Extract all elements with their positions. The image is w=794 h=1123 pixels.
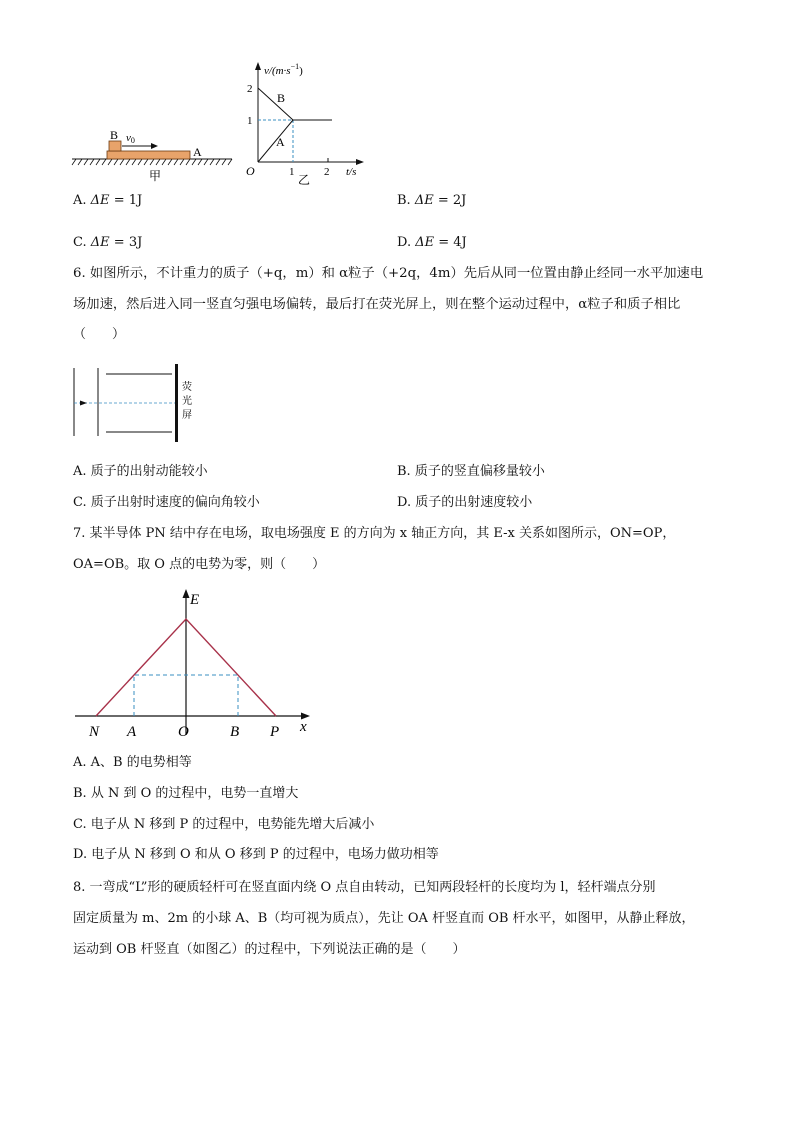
y-tick-1: 1 bbox=[247, 115, 253, 127]
delta-e: ΔE bbox=[90, 235, 110, 250]
y-axis-label: $v/(m\cdot s^{-1})$ bbox=[264, 62, 303, 77]
origin-label: O bbox=[246, 164, 255, 178]
v0-label: v0 bbox=[126, 132, 135, 145]
caption-yi: 乙 bbox=[298, 173, 311, 186]
screen-label-2: 光 bbox=[182, 396, 192, 407]
q5-option-d[interactable] bbox=[397, 235, 467, 251]
option-value: = 2J bbox=[433, 193, 467, 208]
q7-option-c[interactable]: C. 电子从 N 移到 P 的过程中，电势能先增大后减小 bbox=[73, 817, 375, 832]
option-value: = 3J bbox=[109, 235, 143, 250]
caption-jia: 甲 bbox=[149, 169, 162, 183]
delta-e: ΔE bbox=[414, 193, 434, 208]
option-letter: A. bbox=[73, 193, 87, 208]
q6-stem-line3: （ ） bbox=[73, 327, 126, 342]
option-letter: B. bbox=[397, 193, 411, 208]
e-axis-label: E bbox=[190, 592, 200, 608]
x-axis-label: x bbox=[300, 719, 307, 735]
q6-stem-line1: 6. 如图所示，不计重力的质子（+q，m）和 α粒子（+2q，4m）先后从同一位置由静止经同一水平加速电 bbox=[73, 266, 704, 281]
board-a bbox=[107, 151, 190, 159]
q6-option-c[interactable]: C. 质子出射时速度的偏向角较小 bbox=[73, 495, 260, 510]
point-p: P bbox=[270, 724, 280, 740]
point-b: B bbox=[230, 724, 240, 740]
board-a-label: A bbox=[193, 145, 202, 159]
option-value: = 1J bbox=[109, 193, 143, 208]
y-axis-arrow bbox=[255, 62, 261, 70]
q7-option-d[interactable]: D. 电子从 N 移到 O 和从 O 移到 P 的过程中，电场力做功相等 bbox=[73, 847, 439, 862]
curve-a-label: A bbox=[276, 135, 285, 149]
fluorescent-screen bbox=[175, 364, 178, 442]
screen-label-3: 屏 bbox=[182, 410, 192, 421]
q8-stem-line2: 固定质量为 m、2m 的小球 A、B（均可视为质点），先让 OA 杆竖直而 OB 杆水平，如图甲，从静止释放， bbox=[73, 911, 695, 926]
delta-e: ΔE bbox=[415, 235, 435, 250]
q5-option-c[interactable] bbox=[73, 235, 142, 251]
q7-option-a[interactable]: A. A、B 的电势相等 bbox=[73, 755, 192, 770]
q6-figure bbox=[68, 362, 208, 444]
delta-e: ΔE bbox=[90, 193, 110, 208]
q6-option-b[interactable]: B. 质子的竖直偏移量较小 bbox=[397, 464, 545, 479]
curve-b bbox=[258, 88, 332, 120]
q6-option-d[interactable]: D. 质子的出射速度较小 bbox=[397, 495, 533, 510]
screen-label-1: 荧 bbox=[182, 382, 192, 393]
q5-option-b[interactable] bbox=[397, 193, 466, 209]
e-axis-arrow bbox=[183, 589, 190, 598]
figure-jia bbox=[70, 122, 235, 184]
q7-stem-line1: 7. 某半导体 PN 结中存在电场，取电场强度 E 的方向为 x 轴正方向，其 E-x 关系如图所示，ON=OP， bbox=[73, 526, 676, 541]
x-tick-1: 1 bbox=[289, 166, 295, 178]
curve-b-label: B bbox=[277, 91, 286, 105]
entry-arrow bbox=[80, 401, 87, 406]
v0-arrowhead bbox=[151, 143, 158, 149]
point-o: O bbox=[178, 724, 189, 740]
option-value: = 4J bbox=[434, 235, 467, 250]
y-tick-2: 2 bbox=[247, 83, 253, 95]
x-axis-arrow bbox=[356, 159, 364, 165]
block-b bbox=[109, 141, 121, 151]
q7-e-x-graph bbox=[70, 585, 320, 745]
q6-option-a[interactable]: A. 质子的出射动能较小 bbox=[73, 464, 208, 479]
q8-stem-line1: 8. 一弯成“L”形的硬质轻杆可在竖直面内绕 O 点自由转动，已知两段轻杆的长度均为 l，轻杆端点分别 bbox=[73, 880, 656, 895]
q5-option-a[interactable] bbox=[73, 193, 142, 209]
figure-yi bbox=[240, 58, 372, 186]
q7-option-b[interactable]: B. 从 N 到 O 的过程中，电势一直增大 bbox=[73, 786, 299, 801]
x-tick-2: 2 bbox=[324, 166, 330, 178]
x-axis-label: t/s bbox=[346, 166, 357, 178]
q7-stem-line2: OA=OB。取 O 点的电势为零，则（ ） bbox=[73, 557, 326, 572]
ground-hatch bbox=[72, 159, 232, 165]
block-b-label: B bbox=[110, 128, 119, 142]
q6-stem-line2: 场加速，然后进入同一竖直匀强电场偏转，最后打在荧光屏上，则在整个运动过程中，α粒子和质子相比 bbox=[73, 297, 681, 312]
option-letter: C. bbox=[73, 235, 87, 250]
option-letter: D. bbox=[397, 235, 412, 250]
point-n: N bbox=[89, 724, 100, 740]
point-a: A bbox=[127, 724, 137, 740]
q8-stem-line3: 运动到 OB 杆竖直（如图乙）的过程中，下列说法正确的是（ ） bbox=[73, 942, 466, 957]
